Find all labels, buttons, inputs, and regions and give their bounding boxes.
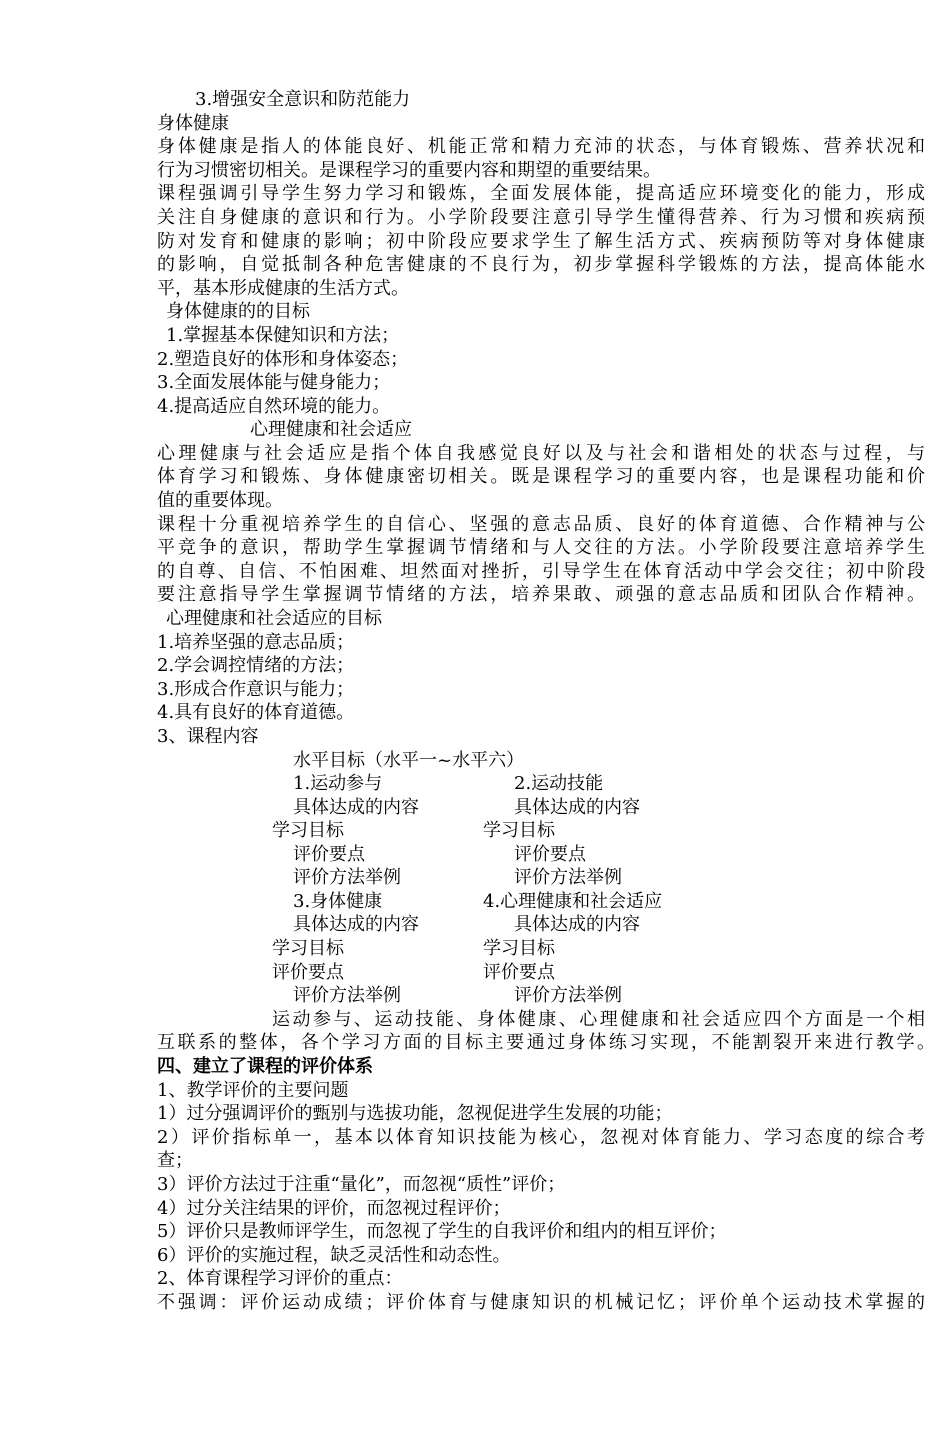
outline-item: 评价方法举例 [293,867,401,888]
paragraph-line: 的影响，自觉抵制各种危害健康的不良行为，初步掌握科学锻炼的方法，提高体能水 [157,254,925,275]
paragraph-line: 关注自身健康的意识和行为。小学阶段要注意引导学生懂得营养、行为习惯和疾病预 [157,207,925,228]
outline-item: 评价要点 [483,962,555,983]
list-item: 1.掌握基本保健知识和方法； [166,325,400,346]
paragraph-line: 平，基本形成健康的生活方式。 [157,278,409,299]
outline-item: 4.心理健康和社会适应 [483,891,663,912]
outline-item: 学习目标 [483,820,555,841]
list-item: 4）过分关注结果的评价，而忽视过程评价； [157,1198,511,1219]
section-heading: 身体健康的的目标 [166,301,310,322]
paragraph-line: 的自尊、自信、不怕困难、坦然面对挫折，引导学生在体育活动中学会交往；初中阶段 [157,561,925,582]
paragraph-line: 运动参与、运动技能、身体健康、心理健康和社会适应四个方面是一个相 [272,1009,925,1030]
list-item: 4.具有良好的体育道德。 [157,702,355,723]
section-heading: 3、课程内容 [157,726,259,747]
list-item: 1）过分强调评价的甄别与选拔功能，忽视促进学生发展的功能； [157,1103,673,1124]
paragraph-line: 防对发育和健康的影响；初中阶段应要求学生了解生活方式、疾病预防等对身体健康 [157,231,925,252]
list-item: 查； [157,1150,193,1171]
outline-item: 2.运动技能 [514,773,604,794]
outline-item: 评价方法举例 [514,867,622,888]
outline-title: 水平目标（水平一~水平六） [293,750,525,771]
list-item: 3.增强安全意识和防范能力 [195,89,411,110]
outline-item: 评价方法举例 [293,985,401,1006]
paragraph-line: 身体健康是指人的体能良好、机能正常和精力充沛的状态，与体育锻炼、营养状况和 [157,136,925,157]
outline-item: 学习目标 [272,820,344,841]
outline-item: 学习目标 [483,938,555,959]
paragraph-line: 互联系的整体，各个学习方面的目标主要通过身体练习实现，不能割裂开来进行教学。 [157,1032,935,1053]
outline-item: 学习目标 [272,938,344,959]
outline-item: 1.运动参与 [293,773,383,794]
outline-item: 3.身体健康 [293,891,383,912]
outline-item: 具体达成的内容 [293,797,419,818]
paragraph-line: 课程强调引导学生努力学习和锻炼，全面发展体能，提高适应环境变化的能力，形成 [157,183,925,204]
paragraph-line: 行为习惯密切相关。是课程学习的重要内容和期望的重要结果。 [157,160,661,181]
paragraph-line: 心理健康与社会适应是指个体自我感觉良好以及与社会和谐相处的状态与过程，与 [157,443,925,464]
chapter-heading: 四、建立了课程的评价体系 [157,1056,373,1077]
list-item: 6）评价的实施过程，缺乏灵活性和动态性。 [157,1245,511,1266]
section-heading: 身体健康 [157,113,229,134]
paragraph-line: 不强调：评价运动成绩；评价体育与健康知识的机械记忆；评价单个运动技术掌握的 [157,1292,925,1313]
list-item: 2.塑造良好的体形和身体姿态； [157,349,409,370]
paragraph-line: 要注意指导学生掌握调节情绪的方法，培养果敢、顽强的意志品质和团队合作精神。 [157,584,925,605]
outline-item: 评价方法举例 [514,985,622,1006]
paragraph-line: 平竞争的意识，帮助学生掌握调节情绪和与人交往的方法。小学阶段要注意培养学生 [157,537,925,558]
list-item: 2）评价指标单一，基本以体育知识技能为核心，忽视对体育能力、学习态度的综合考 [157,1127,925,1148]
section-heading: 心理健康和社会适应的目标 [166,608,382,629]
list-item: 4.提高适应自然环境的能力。 [157,396,391,417]
paragraph-line: 体育学习和锻炼、身体健康密切相关。既是课程学习的重要内容，也是课程功能和价 [157,466,925,487]
list-item: 2.学会调控情绪的方法； [157,655,355,676]
outline-item: 评价要点 [272,962,344,983]
outline-item: 评价要点 [293,844,365,865]
paragraph-line: 值的重要体现。 [157,490,283,511]
list-item: 3.形成合作意识与能力； [157,679,355,700]
outline-item: 具体达成的内容 [514,914,640,935]
section-heading: 心理健康和社会适应 [250,419,412,440]
outline-item: 具体达成的内容 [514,797,640,818]
section-heading: 2、体育课程学习评价的重点： [157,1268,403,1289]
list-item: 5）评价只是教师评学生，而忽视了学生的自我评价和组内的相互评价； [157,1221,727,1242]
outline-item: 评价要点 [514,844,586,865]
list-item: 3）评价方法过于注重“量化”，而忽视“质性”评价； [157,1174,566,1195]
list-item: 1.培养坚强的意志品质； [157,632,355,653]
list-item: 3.全面发展体能与健身能力； [157,372,391,393]
section-heading: 1、教学评价的主要问题 [157,1080,349,1101]
paragraph-line: 课程十分重视培养学生的自信心、坚强的意志品质、良好的体育道德、合作精神与公 [157,514,925,535]
outline-item: 具体达成的内容 [293,914,419,935]
